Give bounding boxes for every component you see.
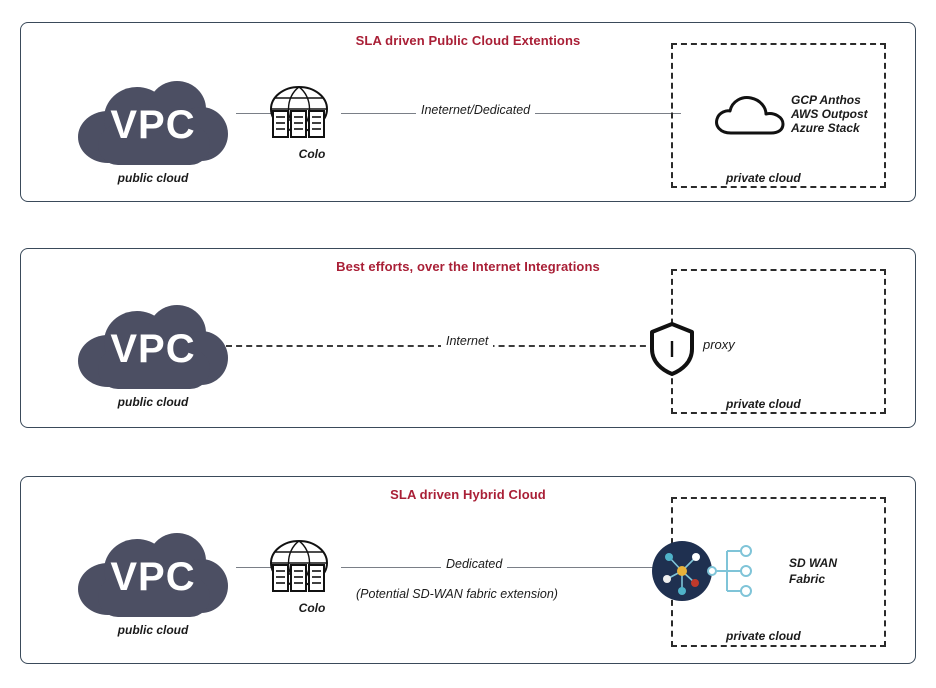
endpoint-line-2: AWS Outpost <box>791 107 868 121</box>
link-label: Ineternet/Dedicated <box>416 103 535 117</box>
colo-icon <box>267 539 331 599</box>
colo-label: Colo <box>298 147 326 161</box>
public-cloud-node <box>73 533 233 637</box>
endpoint-label <box>791 93 868 135</box>
endpoint-line-1: GCP Anthos <box>791 93 861 107</box>
public-cloud-node <box>73 305 233 409</box>
colo-node <box>267 539 357 615</box>
public-cloud-label: VPC <box>110 327 196 371</box>
private-cloud-caption: private cloud <box>726 397 801 411</box>
panel-title: SLA driven Public Cloud Extentions <box>355 33 581 48</box>
endpoint-label <box>789 555 837 587</box>
public-cloud-caption: public cloud <box>117 395 189 409</box>
private-cloud-caption: private cloud <box>726 171 801 185</box>
endpoint-line-2: Fabric <box>789 572 826 586</box>
endpoint-line-1: SD WAN <box>789 556 837 570</box>
link-label: Internet <box>441 334 493 348</box>
endpoint-line-3: Azure Stack <box>791 121 860 135</box>
panel-sla-driven-hybrid-cloud <box>20 476 916 664</box>
link-label: Dedicated <box>441 557 507 571</box>
public-cloud-node <box>73 81 233 185</box>
public-cloud-caption: public cloud <box>117 171 189 185</box>
cloud-shape-icon <box>78 305 228 389</box>
colo-node <box>267 85 357 161</box>
cloud-shape-icon <box>78 81 228 165</box>
panel-title: Best efforts, over the Internet Integrations <box>336 259 600 274</box>
shield-icon <box>648 321 696 377</box>
public-cloud-label: VPC <box>110 555 196 599</box>
cloud-outline-icon <box>711 91 801 141</box>
panel-title: SLA driven Hybrid Cloud <box>390 487 546 502</box>
panel-best-efforts-internet-integrations <box>20 248 916 428</box>
colo-icon <box>267 85 331 145</box>
private-cloud-caption: private cloud <box>726 629 801 643</box>
colo-label: Colo <box>298 601 326 615</box>
panel-sla-public-cloud-extensions <box>20 22 916 202</box>
public-cloud-caption: public cloud <box>117 623 189 637</box>
sdwan-fabric-icon <box>649 539 779 609</box>
link-sub-label: (Potential SD-WAN fabric extension) <box>356 587 558 601</box>
public-cloud-label: VPC <box>110 103 196 147</box>
proxy-label: proxy <box>703 337 735 352</box>
cloud-shape-icon <box>78 533 228 617</box>
